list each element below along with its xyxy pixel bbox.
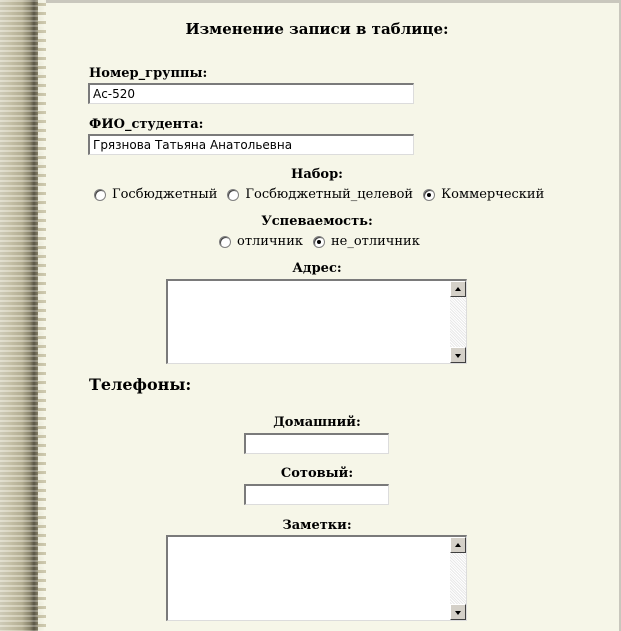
performance-label: Успеваемость:: [261, 214, 373, 229]
student-name-input[interactable]: Грязнова Татьяна Анатольевна: [88, 134, 414, 155]
intake-label: Набор:: [291, 167, 343, 182]
performance-radio-not-excellent[interactable]: [313, 236, 325, 248]
intake-radio-budget-targeted[interactable]: [227, 189, 239, 201]
home-phone-input[interactable]: [244, 433, 389, 454]
scroll-up-button[interactable]: [450, 537, 466, 553]
form-title: Изменение записи в таблице:: [185, 20, 449, 38]
phones-heading: Телефоны:: [89, 375, 192, 394]
mobile-phone-label: Сотовый:: [280, 466, 354, 481]
group-number-input[interactable]: Ас-520: [88, 83, 414, 104]
student-name-label: ФИО_студента:: [89, 117, 204, 132]
notes-scrollbar[interactable]: [450, 537, 466, 620]
mobile-phone-input[interactable]: [244, 484, 389, 505]
notes-label: Заметки:: [282, 518, 352, 533]
performance-option-label: не_отличник: [331, 234, 420, 249]
address-label: Адрес:: [292, 261, 342, 276]
intake-radio-group: [94, 187, 554, 202]
arrow-down-icon: [455, 354, 461, 358]
performance-radio-group: [219, 234, 430, 249]
intake-radio-commercial[interactable]: [423, 189, 435, 201]
notes-textarea[interactable]: [166, 535, 467, 621]
address-scrollbar[interactable]: [450, 281, 466, 363]
home-phone-label: Домашний:: [273, 415, 361, 430]
address-textarea[interactable]: [166, 279, 467, 364]
intake-option-label: Госбюджетный: [112, 187, 218, 202]
arrow-up-icon: [455, 543, 461, 547]
scroll-up-button[interactable]: [450, 281, 466, 297]
intake-option-label: Коммерческий: [441, 187, 545, 202]
performance-option-label: отличник: [237, 234, 303, 249]
scroll-down-button[interactable]: [450, 347, 466, 363]
group-number-label: Номер_группы:: [89, 66, 208, 81]
performance-radio-excellent[interactable]: [219, 236, 231, 248]
decorative-side-edge: [38, 0, 46, 631]
arrow-down-icon: [455, 611, 461, 615]
arrow-up-icon: [455, 287, 461, 291]
scroll-down-button[interactable]: [450, 604, 466, 620]
window-top-border: [0, 0, 621, 3]
intake-option-label: Госбюджетный_целевой: [245, 187, 414, 202]
intake-radio-budget[interactable]: [94, 189, 106, 201]
